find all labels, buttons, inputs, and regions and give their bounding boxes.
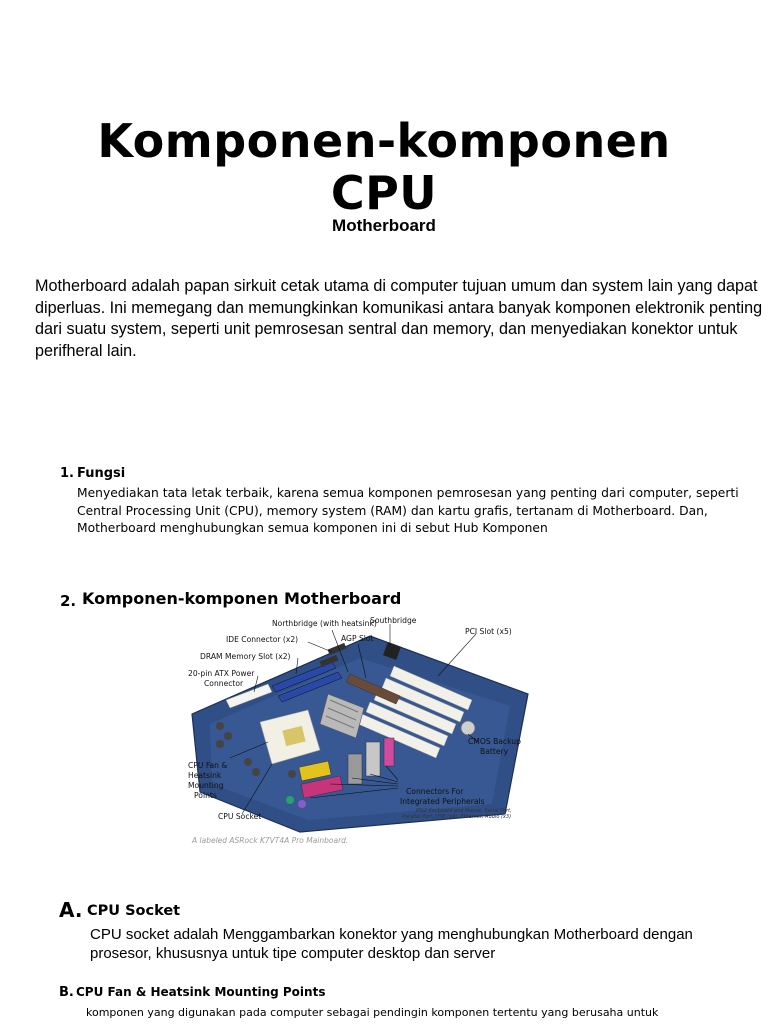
- label-ide-connector: IDE Connector (x2): [226, 635, 299, 644]
- section-b-letter: B.: [59, 985, 74, 1000]
- label-northbridge: Northbridge (with heatsink): [272, 619, 377, 628]
- label-cmos: CMOS Backup: [468, 737, 521, 746]
- page-title-cpu: CPU: [330, 166, 438, 220]
- section-b-body: komponen yang digunakan pada computer sebagai pendingin komponen tertentu yang berusaha untuk: [86, 1006, 659, 1019]
- label-cpu-fan: CPU Fan &: [188, 761, 228, 770]
- label-connectors-detail-2: Parallel Port, USB (x4), Ethernet, Audio (x3): [402, 814, 512, 820]
- label-dram-slot: DRAM Memory Slot (x2): [200, 652, 291, 661]
- label-connectors-detail: PS/2 Keyboard and Mouse, Serial Port,: [416, 808, 512, 814]
- section-1-body: Menyediakan tata letak terbaik, karena semua komponen pemrosesan yang penting dari computer, seperti Central Processing Unit (CPU), memory system (RAM) dan kartu grafis, tertanam di Motherboard. Dan, Motherboard menghubungkan semua komponen ini di sebut Hub Komponen: [77, 486, 739, 535]
- label-cpu-socket: CPU Socket: [218, 812, 262, 821]
- section-2-number: 2.: [60, 592, 77, 610]
- label-agp-slot: AGP Slot: [341, 634, 374, 643]
- page-subtitle: Motherboard: [332, 216, 436, 235]
- section-a-letter: A.: [59, 898, 83, 922]
- label-pci-slot: PCI Slot (x5): [465, 627, 512, 636]
- label-cpu-fan-4: Points: [194, 791, 217, 800]
- section-1-number: 1.: [60, 466, 74, 481]
- label-cpu-fan-3: Mounting: [188, 781, 224, 790]
- figure-caption: A labeled ASRock K7VT4A Pro Mainboard.: [192, 836, 349, 845]
- label-southbridge: Southbridge: [370, 616, 417, 625]
- section-b-title: CPU Fan & Heatsink Mounting Points: [76, 985, 326, 999]
- ps2-port: [286, 796, 294, 804]
- section-a-title: CPU Socket: [87, 903, 181, 919]
- intro-paragraph: Motherboard adalah papan sirkuit cetak utama di computer tujuan umum dan system lain yang dapat diperluas. Ini memegang dan memungkinkan komunikasi antara banyak komponen elektronik penting dari suatu system, seperti unit pemrosesan sentral dan memory, dan menyediakan konektor untuk perifheral lain.: [35, 277, 763, 360]
- section-1-title: Fungsi: [77, 466, 126, 481]
- label-atx-power: 20-pin ATX Power: [188, 669, 255, 678]
- label-atx-power-2: Connector: [204, 679, 244, 688]
- label-cpu-fan-2: Heatsink: [188, 771, 222, 780]
- page-title: Komponen-komponen: [97, 114, 671, 168]
- label-connectors: Connectors For: [406, 787, 464, 796]
- section-2-title: Komponen-komponen Motherboard: [82, 589, 402, 608]
- label-connectors-2: Integrated Peripherals: [400, 797, 485, 806]
- label-cmos-2: Battery: [480, 747, 509, 756]
- motherboard-figure: [180, 614, 540, 854]
- section-a-body: CPU socket adalah Menggambarkan konektor yang menghubungkan Motherboard dengan prosesor, khususnya untuk tipe computer desktop dan server: [90, 926, 693, 962]
- cmos-battery: [461, 721, 475, 735]
